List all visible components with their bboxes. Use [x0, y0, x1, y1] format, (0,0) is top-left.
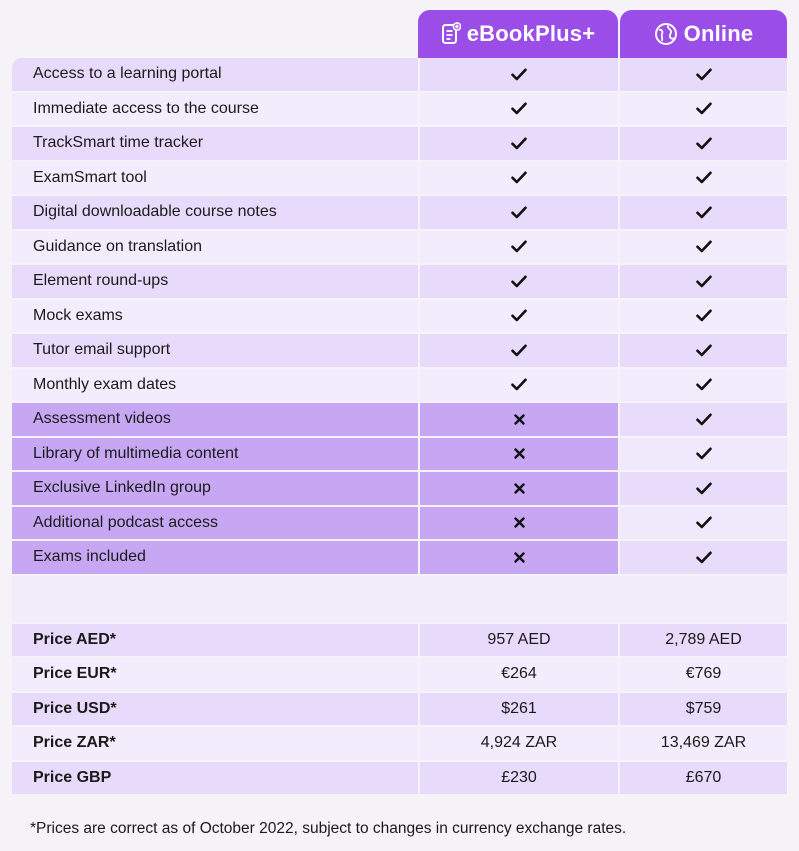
check-icon	[420, 58, 618, 91]
price-label: Price USD*	[12, 693, 418, 726]
check-icon	[620, 403, 787, 436]
section-gap	[12, 576, 787, 622]
price-label: Price AED*	[12, 624, 418, 657]
price-ebookplus: 957 AED	[420, 624, 618, 657]
feature-row	[12, 196, 787, 229]
check-icon	[620, 127, 787, 160]
check-icon	[420, 93, 618, 126]
check-icon	[420, 231, 618, 264]
price-online: $759	[620, 693, 787, 726]
footnote: *Prices are correct as of October 2022, subject to changes in currency exchange rates.	[30, 820, 627, 837]
check-icon	[620, 438, 787, 471]
feature-label: TrackSmart time tracker	[12, 127, 418, 160]
check-icon	[420, 265, 618, 298]
feature-label: Assessment videos	[12, 403, 418, 436]
price-ebookplus: 4,924 ZAR	[420, 727, 618, 760]
cross-icon	[420, 507, 618, 540]
feature-row	[12, 300, 787, 333]
cross-icon	[420, 541, 618, 574]
feature-row	[12, 58, 787, 91]
ebook-icon	[441, 22, 461, 46]
price-row	[12, 693, 787, 726]
column-header-online	[620, 10, 787, 58]
globe-icon	[654, 22, 678, 46]
check-icon	[420, 300, 618, 333]
feature-label: Exams included	[12, 541, 418, 574]
feature-row	[12, 472, 787, 505]
cross-icon	[420, 403, 618, 436]
feature-rows	[12, 58, 787, 574]
check-icon	[420, 334, 618, 367]
price-row	[12, 727, 787, 760]
check-icon	[620, 334, 787, 367]
check-icon	[620, 162, 787, 195]
feature-row	[12, 231, 787, 264]
check-icon	[620, 265, 787, 298]
check-icon	[620, 93, 787, 126]
price-ebookplus: €264	[420, 658, 618, 691]
price-online: £670	[620, 762, 787, 795]
check-icon	[620, 472, 787, 505]
feature-label: Monthly exam dates	[12, 369, 418, 402]
check-icon	[620, 507, 787, 540]
feature-label: Exclusive LinkedIn group	[12, 472, 418, 505]
feature-label: Guidance on translation	[12, 231, 418, 264]
check-icon	[620, 541, 787, 574]
feature-label: Immediate access to the course	[12, 93, 418, 126]
feature-label: Additional podcast access	[12, 507, 418, 540]
feature-row	[12, 403, 787, 436]
check-icon	[620, 58, 787, 91]
price-online: €769	[620, 658, 787, 691]
price-label: Price GBP	[12, 762, 418, 795]
cross-icon	[420, 438, 618, 471]
price-row	[12, 762, 787, 795]
price-ebookplus: £230	[420, 762, 618, 795]
price-row	[12, 658, 787, 691]
check-icon	[420, 162, 618, 195]
price-rows	[12, 624, 787, 795]
price-ebookplus: $261	[420, 693, 618, 726]
check-icon	[420, 369, 618, 402]
price-row	[12, 624, 787, 657]
feature-label: Access to a learning portal	[12, 58, 418, 91]
check-icon	[620, 300, 787, 333]
feature-row	[12, 438, 787, 471]
feature-row	[12, 541, 787, 574]
column-header-row	[12, 10, 787, 58]
price-label: Price EUR*	[12, 658, 418, 691]
price-label: Price ZAR*	[12, 727, 418, 760]
feature-row	[12, 369, 787, 402]
feature-label: Mock exams	[12, 300, 418, 333]
feature-row	[12, 507, 787, 540]
feature-label: ExamSmart tool	[12, 162, 418, 195]
feature-row	[12, 162, 787, 195]
feature-label: Digital downloadable course notes	[12, 196, 418, 229]
feature-label: Element round-ups	[12, 265, 418, 298]
header-spacer	[12, 10, 418, 58]
feature-label: Tutor email support	[12, 334, 418, 367]
price-online: 2,789 AED	[620, 624, 787, 657]
check-icon	[420, 196, 618, 229]
check-icon	[420, 127, 618, 160]
price-online: 13,469 ZAR	[620, 727, 787, 760]
check-icon	[620, 369, 787, 402]
feature-row	[12, 93, 787, 126]
column-header-online-label: Online	[683, 21, 754, 46]
column-header-ebookplus-label: eBookPlus+	[466, 21, 596, 46]
feature-label: Library of multimedia content	[12, 438, 418, 471]
feature-row	[12, 265, 787, 298]
check-icon	[620, 231, 787, 264]
comparison-table	[12, 10, 787, 796]
feature-row	[12, 127, 787, 160]
cross-icon	[420, 472, 618, 505]
column-header-ebookplus	[418, 10, 618, 58]
feature-row	[12, 334, 787, 367]
check-icon	[620, 196, 787, 229]
